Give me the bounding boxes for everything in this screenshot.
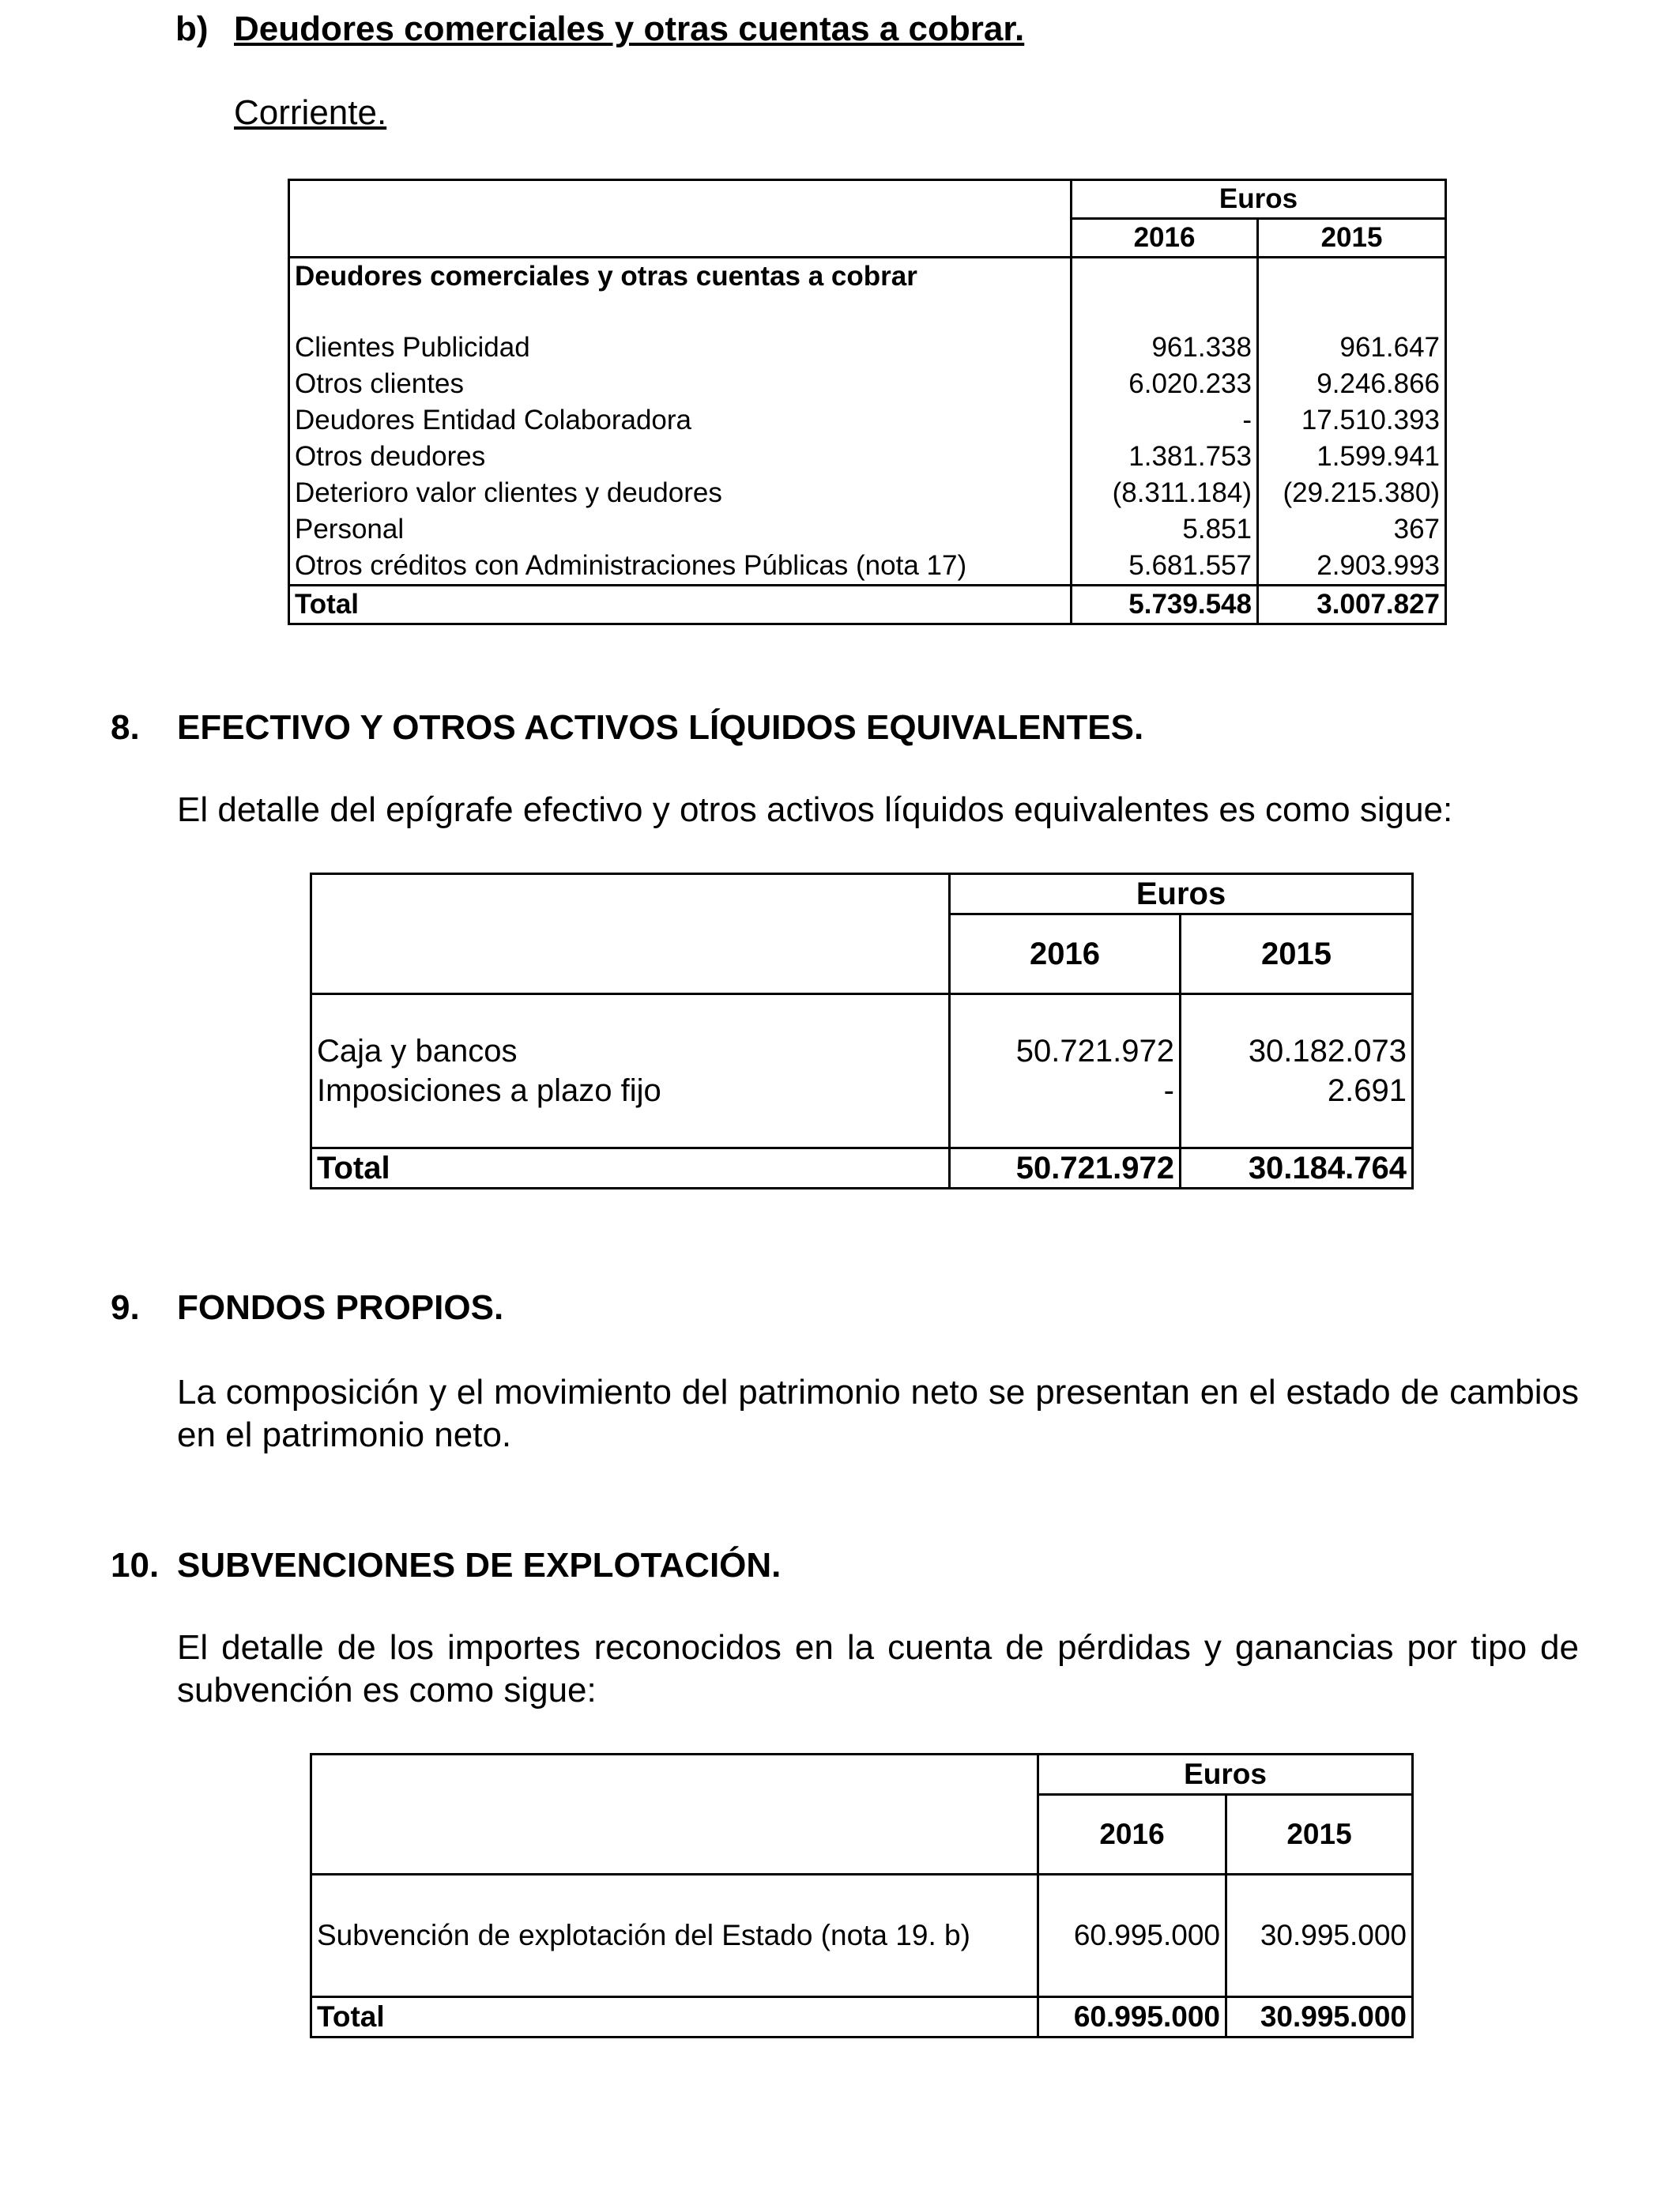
- table-row: Otros clientes 6.020.233 9.246.866: [289, 366, 1446, 402]
- section-9-title: FONDOS PROPIOS.: [177, 1288, 504, 1327]
- year-header-2015: 2015: [1258, 219, 1446, 258]
- section-9-number: 9.: [111, 1288, 140, 1327]
- deudores-table: [288, 179, 1447, 625]
- table-row: Otros créditos con Administraciones Públicas (nota 17) 5.681.557 2.903.993: [289, 548, 1446, 586]
- total-2015: 30.995.000: [1226, 1997, 1413, 2038]
- section-8-heading: [111, 708, 1143, 748]
- section-10-title: SUBVENCIONES DE EXPLOTACIÓN.: [177, 1546, 782, 1585]
- year-header-2016: 2016: [950, 914, 1181, 994]
- total-row: [311, 1997, 1413, 2038]
- section-b-heading: [175, 9, 1024, 49]
- total-2015: 30.184.764: [1181, 1148, 1413, 1189]
- section-9-heading: [111, 1288, 503, 1328]
- efectivo-table: [310, 873, 1414, 1189]
- section-b-title: Deudores comerciales y otras cuentas a cobrar.: [234, 9, 1025, 48]
- table-row: Otros deudores 1.381.753 1.599.941: [289, 439, 1446, 475]
- total-row: [311, 1148, 1413, 1189]
- section-b-subtitle: Corriente.: [234, 93, 387, 132]
- year-header-2015: 2015: [1226, 1795, 1413, 1875]
- section-8-number: 8.: [111, 708, 140, 747]
- section-b-letter: b): [175, 9, 209, 48]
- table-header-blank: [311, 1755, 1038, 1875]
- table-row: Deterioro valor clientes y deudores (8.311.184) (29.215.380): [289, 475, 1446, 511]
- subvenciones-table: [310, 1753, 1414, 2038]
- total-row: [289, 586, 1446, 624]
- table-header-blank: [289, 180, 1072, 258]
- total-label: Total: [289, 586, 1072, 624]
- section-10-heading: [111, 1546, 781, 1585]
- table-row: Imposiciones a plazo fijo - 2.691: [311, 1071, 1413, 1110]
- section-10-number: 10.: [111, 1546, 160, 1585]
- total-label: Total: [311, 1997, 1038, 2038]
- total-2016: 5.739.548: [1072, 586, 1258, 624]
- year-header-2015: 2015: [1181, 914, 1413, 994]
- total-2016: 50.721.972: [950, 1148, 1181, 1189]
- table-row: Personal 5.851 367: [289, 511, 1446, 548]
- currency-header: Euros: [1038, 1755, 1413, 1795]
- total-2015: 3.007.827: [1258, 586, 1446, 624]
- table-row: Subvención de explotación del Estado (nota 19. b) 60.995.000 30.995.000: [311, 1875, 1413, 1997]
- currency-header: Euros: [950, 874, 1413, 914]
- group-label: Deudores comerciales y otras cuentas a cobrar: [289, 258, 1072, 296]
- year-header-2016: 2016: [1072, 219, 1258, 258]
- section-8-title: EFECTIVO Y OTROS ACTIVOS LÍQUIDOS EQUIVALENTES.: [177, 708, 1144, 747]
- total-label: Total: [311, 1148, 950, 1189]
- year-header-2016: 2016: [1038, 1795, 1226, 1875]
- section-8-text: El detalle del epígrafe efectivo y otros activos líquidos equivalentes es como sigue:: [177, 790, 1453, 829]
- currency-header: Euros: [1072, 180, 1446, 219]
- section-9-text: La composición y el movimiento del patrimonio neto se presentan en el estado de cambios en el patrimonio neto.: [177, 1373, 1579, 1454]
- section-10-text: El detalle de los importes reconocidos en la cuenta de pérdidas y ganancias por tipo de subvención es como sigue:: [177, 1628, 1579, 1710]
- table-row: Deudores Entidad Colaboradora - 17.510.393: [289, 402, 1446, 439]
- table-row: Caja y bancos 50.721.972 30.182.073: [311, 1031, 1413, 1071]
- total-2016: 60.995.000: [1038, 1997, 1226, 2038]
- table-row: Clientes Publicidad 961.338 961.647: [289, 330, 1446, 366]
- table-header-blank: [311, 874, 950, 994]
